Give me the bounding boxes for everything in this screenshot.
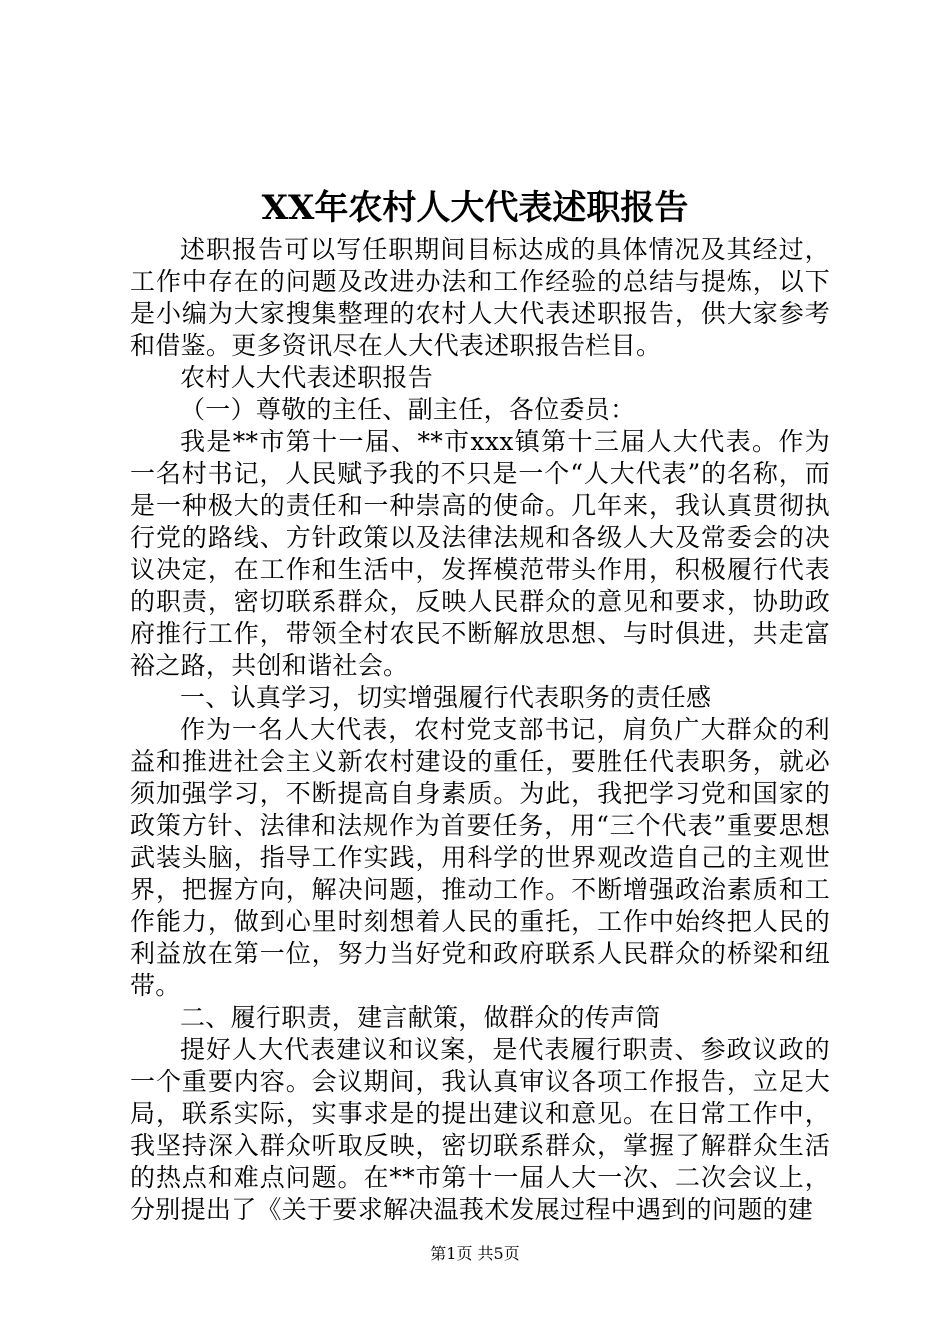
paragraph-salutation: （一）尊敬的主任、副主任，各位委员： (180, 395, 636, 424)
section-heading-2: 二、履行职责，建言献策，做群众的传声筒 (180, 1003, 661, 1032)
document-title: XX年农村人大代表述职报告 (261, 188, 689, 228)
paragraph-section-2: 提好人大代表建议和议案，是代表履行职责、参政议政的一个重要内容。会议期间，我认真审议各项工作报告，立足大局，联系实际，实事求是的提出建议和意见。在日常工作中，我坚持深入群众听取反映，密切联系群众，掌握了解群众生活的热点和难点问题。在**市第十一届人大一次、二次会议上，分别提出了《关于要求解决温莪术发展过程中遇到的问题的建 (130, 1035, 830, 1224)
document-body (130, 234, 830, 1226)
paragraph-section-1: 作为一名人大代表，农村党支部书记，肩负广大群众的利益和推进社会主义新农村建设的重任，要胜任代表职务，就必须加强学习，不断提高自身素质。为此，我把学习党和国家的政策方针、法律和法规作为首要任务，用“三个代表”重要思想武装头脑，指导工作实践，用科学的世界观改造自己的主观世界，把握方向，解决问题，推动工作。不断增强政治素质和工作能力，做到心里时刻想着人民的重托，工作中始终把人民的利益放在第一位，努力当好党和政府联系人民群众的桥梁和纽带。 (130, 715, 830, 1000)
paragraph-intro: 述职报告可以写任职期间目标达成的具体情况及其经过，工作中存在的问题及改进办法和工作经验的总结与提炼，以下是小编为大家搜集整理的农村人大代表述职报告，供大家参考和借鉴。更多资讯尽在人大代表述职报告栏目。 (130, 235, 830, 360)
page-footer: 第1页 共5页 (430, 1244, 520, 1263)
paragraph-subtitle: 农村人大代表述职报告 (180, 363, 434, 392)
section-heading-1: 一、认真学习，切实增强履行代表职务的责任感 (180, 683, 712, 712)
paragraph-self-introduction: 我是**市第十一届、**市xxx镇第十三届人大代表。作为一名村书记，人民赋予我的不只是一个“人大代表”的名称，而是一种极大的责任和一种崇高的使命。几年来，我认真贯彻执行党的路线、方针政策以及法律法规和各级人大及常委会的决议决定，在工作和生活中，发挥模范带头作用，积极履行代表的职责，密切联系群众，反映人民群众的意见和要求，协助政府推行工作，带领全村农民不断解放思想、与时俱进，共走富裕之路，共创和谐社会。 (130, 427, 830, 680)
